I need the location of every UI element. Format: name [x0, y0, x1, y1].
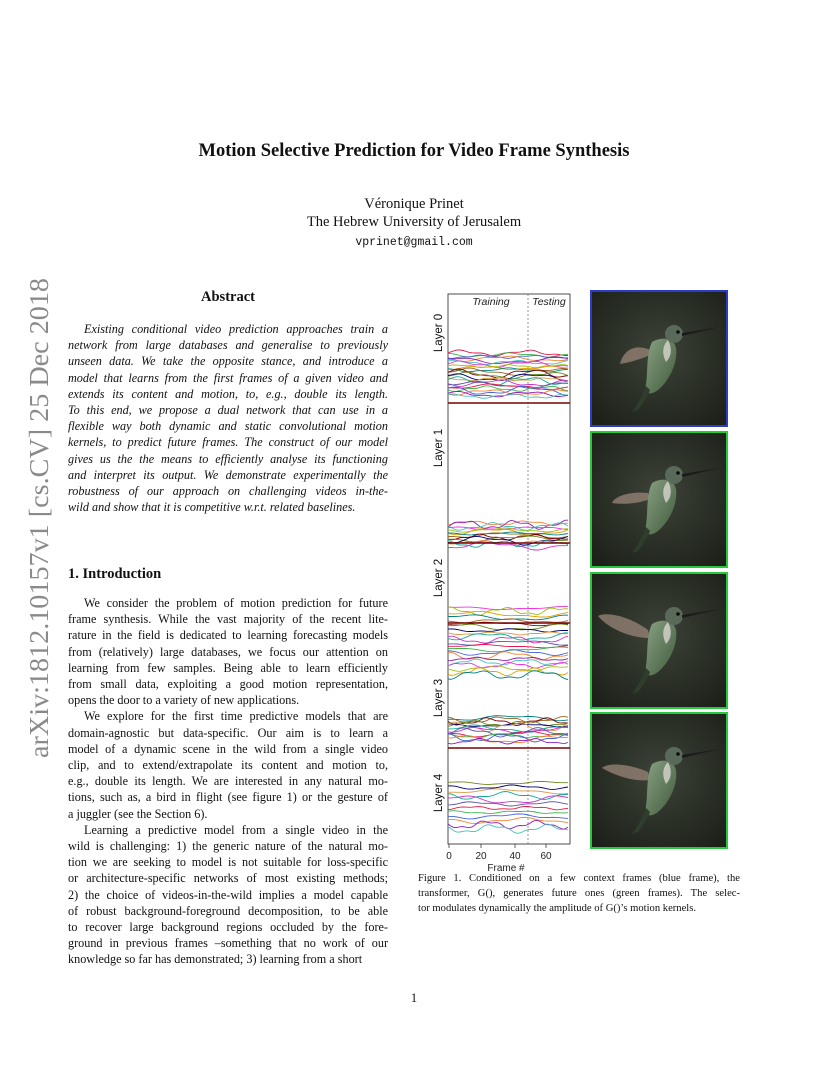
generated-frame	[590, 431, 728, 568]
text-line: tion we are seeking to model is not suitable for loss-specific	[68, 855, 388, 870]
text-line: wild and show that it is competitive w.r.t. related baselines.	[68, 500, 356, 515]
text-line: opens the door to a variety of new applications.	[68, 693, 300, 708]
text-line: extends its content and motion, to, e.g., double its length.	[68, 386, 388, 401]
text-line: clip, and to extend/extrapolate its content and motion to,	[68, 758, 388, 773]
x-tick-label: 60	[540, 851, 552, 862]
text-line: and interpret its output. We demonstrate experimentally the	[68, 467, 388, 482]
text-line: model that learns from the first frames of a given video and	[68, 370, 388, 385]
author-affiliation: The Hebrew University of Jerusalem	[306, 214, 522, 230]
generated-frame	[590, 712, 728, 849]
figure-1-caption	[418, 871, 740, 916]
text-line: We consider the problem of motion prediction for future	[84, 596, 388, 610]
text-line: To this end, we propose a dual network that can use in a	[68, 403, 388, 418]
introduction-text	[68, 595, 388, 968]
text-line: wild is challenging: 1) the generic nature of the natural mo-	[68, 839, 388, 854]
author-email: vprinet@gmail.com	[355, 236, 473, 249]
text-line: 2) the choice of videos-in-the-wild implies a model capable	[68, 887, 388, 902]
layer-label: Layer 2	[433, 558, 445, 598]
paper-title: Motion Selective Prediction for Video Frame Synthesis	[198, 141, 630, 161]
text-line: from (relatively) large databases, we focus our attention on	[68, 644, 388, 659]
text-line: rature in the field is dedicated to learning forecasting models	[68, 628, 388, 643]
layer-label: Layer 0	[433, 313, 445, 353]
text-line: e.g., double its length. We are interested in any natural mo-	[68, 774, 388, 789]
text-line: Existing conditional video prediction approaches train a	[84, 322, 388, 336]
text-line: gives us the the means to efficiently analyse its functioning	[68, 451, 388, 466]
layer-label: Layer 4	[433, 773, 445, 813]
training-label: Training	[472, 296, 510, 308]
text-line: tions, such as, a bird in flight (see figure 1) or the gesture of	[68, 790, 388, 805]
x-tick-label: 20	[475, 851, 487, 862]
text-line: learning from few samples. Being able to learn efficiently	[68, 660, 388, 675]
text-line: or architecture-specific networks of most existing methods;	[68, 871, 388, 886]
text-line: model of a dynamic scene in the wild from a single video	[68, 741, 388, 756]
text-line: knowledge so far has demonstrated; 3) learning from a short	[68, 952, 363, 967]
text-line: a juggler (see the Section 6).	[68, 806, 208, 821]
text-line: flexible way both dynamic and static convolutional motion	[68, 419, 388, 434]
abstract-text	[68, 321, 388, 515]
text-line: frame synthesis. While the vast majority of the recent lite-	[68, 612, 388, 627]
layer-activation-plot	[418, 288, 590, 878]
text-line: Learning a predictive model from a single video in the	[84, 822, 388, 837]
page-number: 1	[410, 991, 418, 1005]
layer-label: Layer 3	[433, 678, 445, 718]
text-line: tor modulates dynamically the amplitude of G()’s motion kernels.	[418, 903, 697, 914]
abstract-heading: Abstract	[201, 289, 255, 305]
text-line: kernels, to predict future frames. The construct of our model	[68, 435, 388, 450]
x-axis-label: Frame #	[487, 863, 525, 874]
text-line: ground in previous frames –something that no work of our	[68, 936, 388, 951]
text-line: transformer, G(), generates future ones (green frames). The selec-	[418, 888, 740, 899]
author-name: Véronique Prinet	[364, 196, 464, 212]
x-tick-label: 0	[446, 851, 452, 862]
arxiv-identifier-stamp	[18, 270, 58, 760]
testing-label: Testing	[532, 296, 566, 308]
text-line: robustness of our approach on challenging videos in-the-	[68, 484, 388, 499]
context-frame	[590, 290, 728, 427]
text-line: to recover large background regions occluded by the fore-	[68, 920, 388, 935]
figure-1	[418, 288, 760, 878]
text-line: unseen data. We take the opposite stance, and introduce a	[68, 354, 388, 369]
x-tick-label: 40	[509, 851, 521, 862]
text-line: of robust background-foreground decomposition, to be able	[68, 903, 388, 918]
generated-frame	[590, 572, 728, 709]
text-line: We explore for the first time predictive models that are	[84, 709, 388, 724]
text-line: from small data, exploiting a good motion representation,	[68, 677, 388, 692]
arxiv-stamp-text: arXiv:1812.10157v1 [cs.CV] 25 Dec 2018	[24, 297, 54, 758]
layer-label: Layer 1	[433, 428, 445, 468]
text-line: domain-agnostic but data-specific. Our aim is to learn a	[68, 725, 388, 740]
introduction-heading: 1. Introduction	[68, 566, 162, 582]
text-line: network from large databases and generalise to previously	[68, 338, 388, 353]
text-line: Figure 1. Conditioned on a few context frames (blue frame), the	[418, 873, 740, 884]
